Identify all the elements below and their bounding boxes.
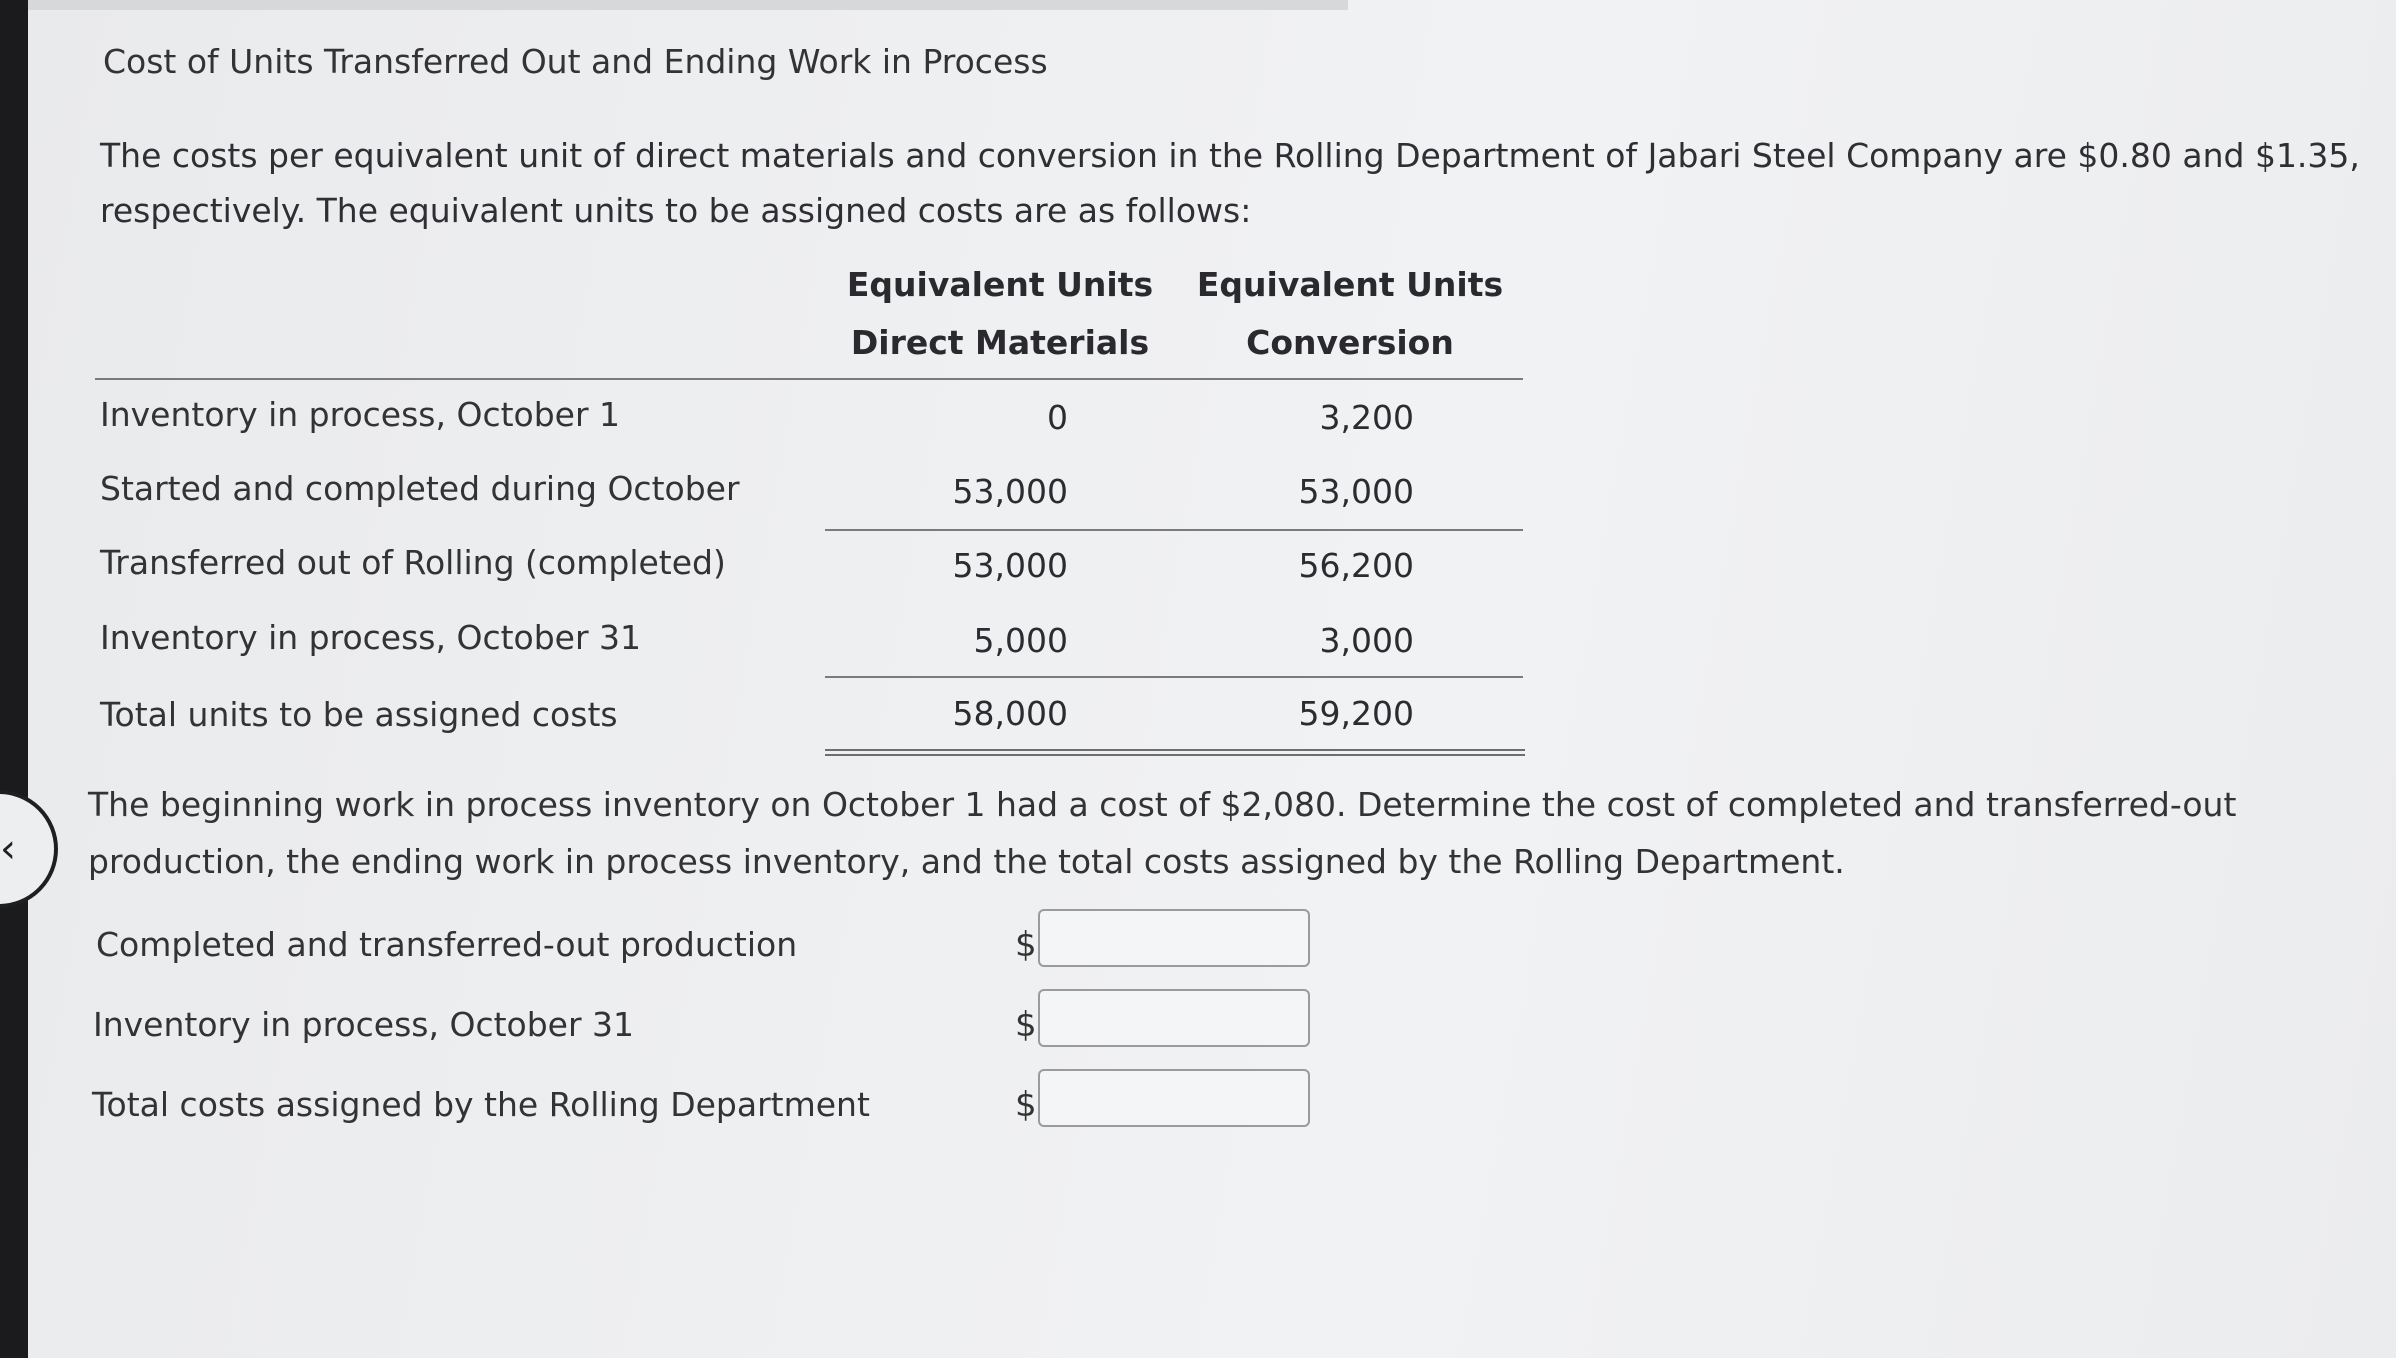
row-label: Total units to be assigned costs bbox=[100, 695, 618, 734]
row-conv-value: 3,000 bbox=[1319, 621, 1414, 660]
row-conv-value: 53,000 bbox=[1298, 472, 1414, 511]
ending-wip-cost-input[interactable] bbox=[1038, 989, 1310, 1047]
row-label: Inventory in process, October 1 bbox=[100, 395, 621, 434]
answer-label-ending-wip: Inventory in process, October 31 bbox=[93, 1005, 635, 1044]
transferred-out-cost-input[interactable] bbox=[1038, 909, 1310, 967]
problem-intro: The costs per equivalent unit of direct materials and conversion in the Rolling Department of Jabari Steel Company are $0.80 and $1.35, respectively. The equivalent units to be assigned costs are as follows: bbox=[100, 136, 2360, 230]
top-strip bbox=[28, 0, 1348, 10]
problem-title: Cost of Units Transferred Out and Ending Work in Process bbox=[103, 42, 1048, 81]
subtotal-rule bbox=[825, 529, 1523, 531]
total-rule bbox=[825, 676, 1523, 678]
col-header-conv-line1: Equivalent Units bbox=[1196, 265, 1504, 304]
row-dm-value: 53,000 bbox=[952, 546, 1068, 585]
currency-symbol: $ bbox=[1015, 925, 1037, 965]
col-header-dm-line1: Equivalent Units bbox=[846, 265, 1154, 304]
row-dm-value: 58,000 bbox=[952, 694, 1068, 733]
header-rule bbox=[95, 378, 1523, 380]
row-label: Transferred out of Rolling (completed) bbox=[100, 543, 726, 582]
screen-bezel bbox=[0, 0, 28, 1358]
answer-label-total-costs: Total costs assigned by the Rolling Department bbox=[92, 1085, 870, 1124]
row-dm-value: 0 bbox=[1047, 398, 1068, 437]
answer-label-transferred-out: Completed and transferred-out production bbox=[96, 925, 798, 964]
currency-symbol: $ bbox=[1015, 1005, 1037, 1045]
row-conv-value: 56,200 bbox=[1298, 546, 1414, 585]
row-conv-value: 3,200 bbox=[1319, 398, 1414, 437]
row-label: Inventory in process, October 31 bbox=[100, 618, 642, 657]
row-conv-value: 59,200 bbox=[1298, 694, 1414, 733]
currency-symbol: $ bbox=[1015, 1085, 1037, 1125]
back-button[interactable] bbox=[0, 790, 58, 908]
double-underline bbox=[825, 749, 1525, 756]
chevron-left-icon: ‹ bbox=[0, 826, 16, 872]
total-costs-input[interactable] bbox=[1038, 1069, 1310, 1127]
row-dm-value: 53,000 bbox=[952, 472, 1068, 511]
col-header-dm-line2: Direct Materials bbox=[850, 323, 1150, 362]
row-dm-value: 5,000 bbox=[973, 621, 1068, 660]
col-header-conv-line2: Conversion bbox=[1246, 323, 1454, 362]
row-label: Started and completed during October bbox=[100, 469, 740, 508]
question-text: The beginning work in process inventory on October 1 had a cost of $2,080. Determine the cost of completed and transferred-out production, the ending work in process inventory, and the total costs assigned by the Rolling Department. bbox=[88, 785, 2237, 881]
